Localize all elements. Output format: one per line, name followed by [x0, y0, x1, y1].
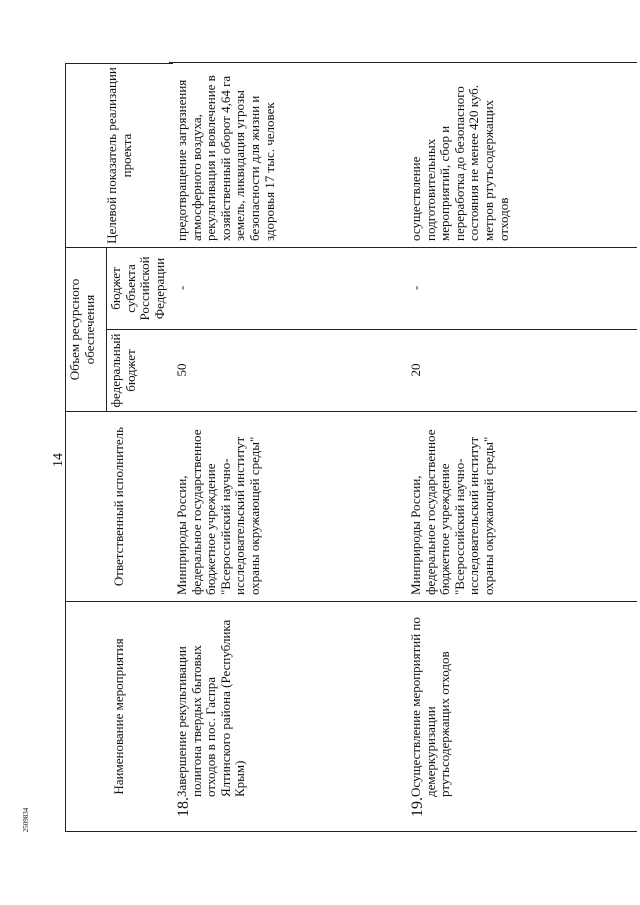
cell-federal-budget: [403, 329, 637, 412]
row-number: 19.: [409, 797, 426, 817]
cell-federal-budget: [169, 329, 403, 412]
subject-budget-value: -: [174, 285, 189, 291]
federal-budget-value: 50: [174, 363, 189, 377]
measure-name: Осуществление мероприятий по демеркуризации ртутьсодержащих отходов: [408, 617, 453, 797]
cell-target: [169, 62, 403, 248]
header-resources-group: Объем ресурсного обеспечения: [66, 248, 107, 412]
cell-subject-budget: [403, 247, 637, 330]
row-number: 18.: [175, 797, 192, 817]
table-row: [403, 64, 637, 832]
measure-name: Завершение рекультивации полигона твердых бытовых отходов в пос. Гаспра Ялтинского района (Республика Крым): [174, 619, 248, 797]
table-row: [169, 64, 403, 832]
document-code: 2509834: [22, 807, 30, 833]
header-executor: Ответственный исполнитель: [66, 412, 174, 602]
federal-budget-value: 20: [408, 363, 423, 377]
header-target: Целевой показатель реализации проекта: [66, 64, 174, 248]
subject-budget-value: -: [408, 285, 423, 291]
cell-name: [169, 601, 403, 832]
cell-target: [403, 62, 637, 248]
header-federal-budget: федеральный бюджет: [107, 330, 174, 412]
rotated-table-container: [65, 64, 511, 832]
executor-text: Минприроды России, федеральное государственное бюджетное учреждение "Всероссийский научно-исследовательский институт охраны окружающей среды": [408, 429, 496, 595]
target-text: предотвращение загрязнения атмосферного воздуха, рекультивация и вовлечение в хозяйственный оборот 4,64 га земель, ликвидация угрозы безопасности для жизни и здоровья 17 тыс. человек: [174, 75, 277, 241]
cell-subject-budget: [169, 247, 403, 330]
executor-text: Минприроды России, федеральное государственное бюджетное учреждение "Всероссийский научно-исследовательский институт охраны окружающей среды": [174, 429, 262, 595]
cell-name: [403, 601, 637, 832]
cell-executor: [169, 411, 403, 602]
page-number: 14: [51, 453, 66, 467]
measures-table-header: [65, 63, 173, 832]
header-name: Наименование мероприятия: [66, 602, 174, 832]
target-text: осуществление подготовительных мероприятий, сбор и переработка до безопасного состояния не менее 420 куб. метров ртутьсодержащих отходов: [408, 84, 511, 241]
cell-executor: [403, 411, 637, 602]
header-subject-budget: бюджет субъекта Российской Федерации: [107, 248, 174, 330]
